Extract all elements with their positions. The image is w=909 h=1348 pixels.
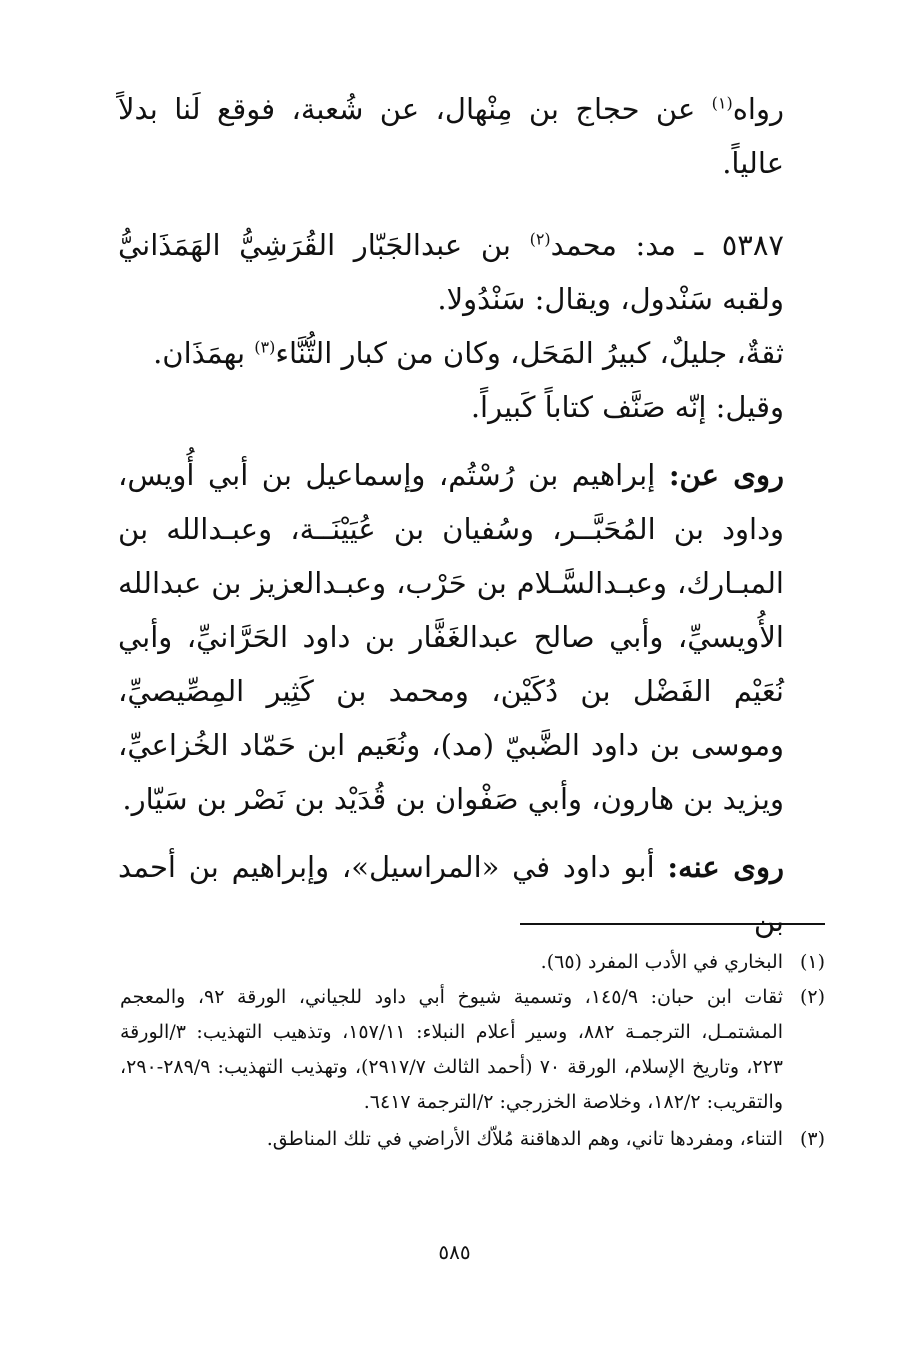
page-number: ٥٨٥: [438, 1240, 471, 1264]
paragraph-3: ثقةٌ، جليلٌ، كبيرُ المَحَل، وكان من كبار التُّنَّاء$^{(٣)}$ بهمَذَان.: [153, 336, 784, 370]
footnotes: [120, 945, 825, 1157]
footnote-2: [120, 980, 825, 1120]
footnote-text: البخاري في الأدب المفرد (٦٥).: [540, 951, 783, 973]
paragraph-1: رواه$^{(١)}$ عن حجاج بن مِنْهال، عن شُعبة، فوقع لَنا بدلاً عالياً.: [118, 92, 784, 180]
footnote-text: ثقات ابن حبان: ١٤٥/٩، وتسمية شيوخ أبي داود للجياني، الورقة ٩٢، والمعجم المشتمـل، الترجمـة ٨٨٢، وسير أعلام النبلاء: ١٥٧/١١، وتذهيب التهذيب: ٣/الورقة ٢٢٣، وتاريخ الإسلام، الورقة ٧٠ (أحمد الثالث ٢٩١٧/٧)، وتهذيب التهذيب: ٢٨٩/٩-٢٩٠، والتقريب: ١٨٢/٢، وخلاصة الخزرجي: ٢/الترجمة ٦٤١٧.: [120, 986, 784, 1113]
footnote-3: [120, 1122, 825, 1157]
footnote-ref-1: (١): [711, 93, 733, 113]
footnote-number: (١): [799, 951, 825, 973]
paragraph-4: وقيل: إنّه صَنَّف كتاباً كَبيراً.: [470, 390, 784, 424]
footnote-divider: [520, 923, 825, 925]
footnote-text: التناء، ومفردها تاني، وهم الدهاقنة مُلاّك الأراضي في تلك المناطق.: [266, 1128, 783, 1150]
footnote-1: [120, 945, 825, 980]
footnote-number: (٣): [799, 1128, 825, 1150]
footnote-ref-2: (٢): [529, 229, 551, 249]
narrated-from-label: روى عن:: [668, 458, 785, 492]
footnote-ref-3: (٣): [254, 337, 276, 357]
footnote-number: (٢): [799, 986, 825, 1008]
entry-heading: ٥٣٨٧ ـ مد: محمد$^{(٢)}$ بن عبدالجَبّار القُرَشِيُّ الهَمَذَانيُّ ولقبه سَنْدول، ويقال: سَنْدُولا.: [118, 228, 784, 316]
narrated-from-paragraph: روى عن: إبراهيم بن رُسْتُم، وإسماعيل بن أبي أُويس، وداود بن المُحَبَّــر، وسُفيان بن عُيَيْنَــة، وعبـدالله بن المبـارك، وعبـدالسَّـلام بن حَرْب، وعبـدالعزيز بن عبدالله الأُويسيِّ، وأبي صالح عبدالغَفَّار بن داود الحَرَّانيِّ، وأبي نُعَيْم الفَضْل بن دُكَيْن، ومحمد بن كَثِير المِصِّيصيِّ، وموسى بن داود الضَّبيّ (مد)، ونُعَيم ابن حَمّاد الخُزاعيِّ، ويزيد بن هارون، وأبي صَفْوان بن قُدَيْد بن نَصْر بن سَيّار.: [118, 458, 785, 816]
main-text: [118, 82, 784, 948]
narrated-by-label: روى عنه:: [667, 850, 784, 884]
narrated-by-paragraph: روى عنه: أبو داود في «المراسيل»، وإبراهيم بن أحمد بن: [118, 850, 784, 938]
